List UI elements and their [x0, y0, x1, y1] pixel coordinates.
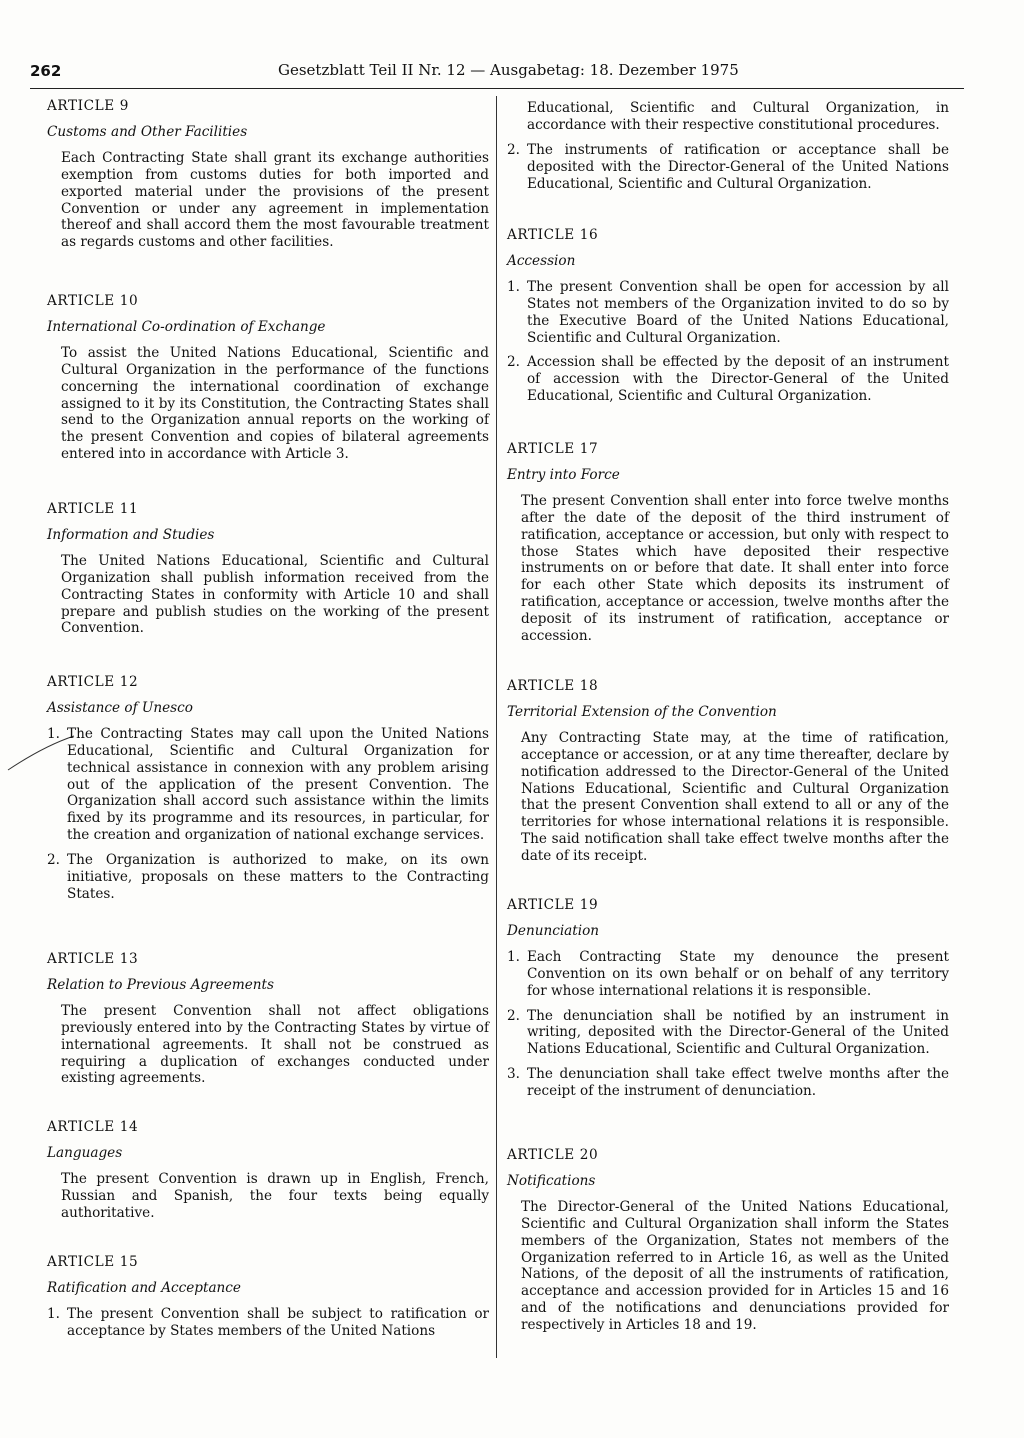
article-subtitle: Relation to Previous Agreements: [47, 976, 274, 993]
item-text: Accession shall be effected by the deposit of an instrument of accession with the Director-General of the United Educational, Scientific and Cultural Organization.: [527, 354, 949, 405]
item-text: The instruments of ratification or acceptance shall be deposited with the Director-General of the United Nations Educational, Scientific and Cultural Organization.: [527, 141, 949, 192]
item-number: 2.: [507, 1007, 520, 1024]
list-item: [47, 726, 489, 844]
list-item: [47, 852, 489, 903]
article-title: ARTICLE 17: [507, 441, 599, 457]
article-subtitle: Denunciation: [507, 922, 600, 939]
item-text: Each Contracting State my denounce the present Convention on its own behalf or on behalf of any territory for whose international relations it is responsible.: [527, 948, 949, 999]
article-11: [47, 501, 489, 637]
article-title: ARTICLE 10: [47, 293, 139, 309]
article-18: [507, 678, 949, 865]
article-title: ARTICLE 9: [47, 98, 129, 114]
article-title: ARTICLE 11: [47, 501, 139, 517]
article-title: ARTICLE 12: [47, 674, 139, 690]
article-subtitle: Assistance of Unesco: [47, 699, 193, 716]
article-subtitle: Information and Studies: [47, 526, 215, 543]
article-16: [507, 227, 949, 413]
list-item: [507, 1066, 949, 1100]
article-9: [47, 98, 489, 251]
item-number: 1.: [47, 725, 60, 742]
list-item: [507, 949, 949, 1000]
article-20: [507, 1147, 949, 1334]
article-subtitle: Customs and Other Facilities: [47, 123, 248, 140]
article-subtitle: Accession: [507, 252, 576, 269]
article-title: ARTICLE 19: [507, 897, 599, 913]
page-number: 262: [30, 62, 62, 80]
item-text: The denunciation shall take effect twelve months after the receipt of the instrument of denunciation.: [527, 1066, 949, 1100]
article-19: [507, 897, 949, 1108]
article-subtitle: Languages: [47, 1144, 123, 1161]
article-title: ARTICLE 13: [47, 951, 139, 967]
article-text: Each Contracting State shall grant its exchange authorities exemption from customs duties for both imported and exported material under the provisions of the present Convention or under any agreement in implementation thereof and shall accord them the most favourable treatment as regards customs and other facilities.: [61, 149, 489, 251]
item-number: 1.: [47, 1305, 60, 1322]
item-number: 1.: [507, 278, 520, 295]
item-number: 2.: [47, 852, 60, 869]
item-number: 3.: [507, 1066, 520, 1083]
article-title: ARTICLE 18: [507, 678, 599, 694]
item-text: The present Convention shall be open for accession by all States not members of the Organization invited to do so by the Executive Board of the United Nations Educational, Scientific and Cultural Organization.: [527, 278, 949, 346]
list-item: [507, 279, 949, 347]
article-subtitle: Territorial Extension of the Convention: [507, 703, 777, 720]
article-title: ARTICLE 15: [47, 1254, 139, 1270]
article-text: The present Convention shall enter into force twelve months after the date of the deposit of the third instrument of ratification, acceptance or accession, but only with respect to those States which have deposited their respective instruments on or before that date. It shall enter into force for each other State which deposits its instrument of ratification, acceptance or accession, twelve months after the deposit of its instrument of ratification, acceptance or accession.: [521, 492, 949, 645]
article-15: [47, 1254, 489, 1348]
article-subtitle: Notifications: [507, 1172, 596, 1189]
article-13: [47, 951, 489, 1087]
item-number: 2.: [507, 354, 520, 371]
article-text: The present Convention is drawn up in English, French, Russian and Spanish, the four texts being equally authoritative.: [61, 1170, 489, 1221]
article-10: [47, 293, 489, 463]
article-subtitle: Ratification and Acceptance: [47, 1279, 241, 1296]
article-17: [507, 441, 949, 645]
list-item: [507, 1008, 949, 1059]
article-15-continued: [507, 100, 949, 201]
item-text: Educational, Scientific and Cultural Organization, in accordance with their respective constitutional procedures.: [527, 100, 949, 133]
list-item: [507, 354, 949, 405]
item-number: 1.: [507, 948, 520, 965]
article-text: The present Convention shall not affect obligations previously entered into by the Contracting States by virtue of international agreements. It shall not be construed as requiring a duplication of exchanges conducted under existing agreements.: [61, 1002, 489, 1087]
list-item: [47, 1306, 489, 1340]
column-divider: [496, 96, 497, 1358]
article-title: ARTICLE 20: [507, 1147, 599, 1163]
list-item-continued: [527, 100, 949, 134]
item-text: The Contracting States may call upon the United Nations Educational, Scientific and Cultural Organization for technical assistance in connexion with any problem arising out of the application of the present Convention. The Organization shall accord such assistance within the limits fixed by its programme and its resources, in particular, for the creation and organization of national exchange services.: [67, 725, 489, 844]
list-item: [507, 142, 949, 193]
article-subtitle: International Co-ordination of Exchange: [47, 318, 326, 335]
item-number: 2.: [507, 141, 520, 158]
page-header: [30, 58, 964, 89]
article-14: [47, 1119, 489, 1222]
article-subtitle: Entry into Force: [507, 466, 620, 483]
article-text: To assist the United Nations Educational, Scientific and Cultural Organization in the performance of the functions concerning the international coordination of exchange assigned to it by its Constitution, the Contracting States shall send to the Organization annual reports on the working of the present Convention and copies of bilateral agreements entered into in accordance with Article 3.: [61, 344, 489, 463]
item-text: The Organization is authorized to make, on its own initiative, proposals on these matters to the Contracting States.: [67, 852, 489, 902]
item-text: The present Convention shall be subject to ratification or acceptance by States members of the United Nations: [67, 1305, 489, 1339]
article-text: The Director-General of the United Nations Educational, Scientific and Cultural Organization shall inform the States members of the Organization, States not members of the Organization referred to in Article 16, as well as the United Nations, of the deposit of all the instruments of ratification, acceptance and accession provided for in Articles 15 and 16 and of the notifications and denunciations provided for respectively in Articles 18 and 19.: [521, 1198, 949, 1334]
article-title: ARTICLE 16: [507, 227, 599, 243]
article-text: The United Nations Educational, Scientific and Cultural Organization shall publish information received from the Contracting States in conformity with Article 10 and shall prepare and publish studies on the working of the present Convention.: [61, 552, 489, 637]
item-text: The denunciation shall be notified by an instrument in writing, deposited with the Director-General of the United Nations Educational, Scientific and Cultural Organization.: [527, 1007, 949, 1058]
article-text: Any Contracting State may, at the time of ratification, acceptance or accession, or at any time thereafter, declare by notification addressed to the Director-General of the United Nations Educational, Scientific and Cultural Organization that the present Convention shall extend to all or any of the territories for whose international relations it is responsible. The said notification shall take effect twelve months after the date of its receipt.: [521, 729, 949, 865]
article-12: [47, 674, 489, 911]
article-title: ARTICLE 14: [47, 1119, 139, 1135]
running-head: Gesetzblatt Teil II Nr. 12 — Ausgabetag: 18. Dezember 1975: [278, 61, 739, 79]
